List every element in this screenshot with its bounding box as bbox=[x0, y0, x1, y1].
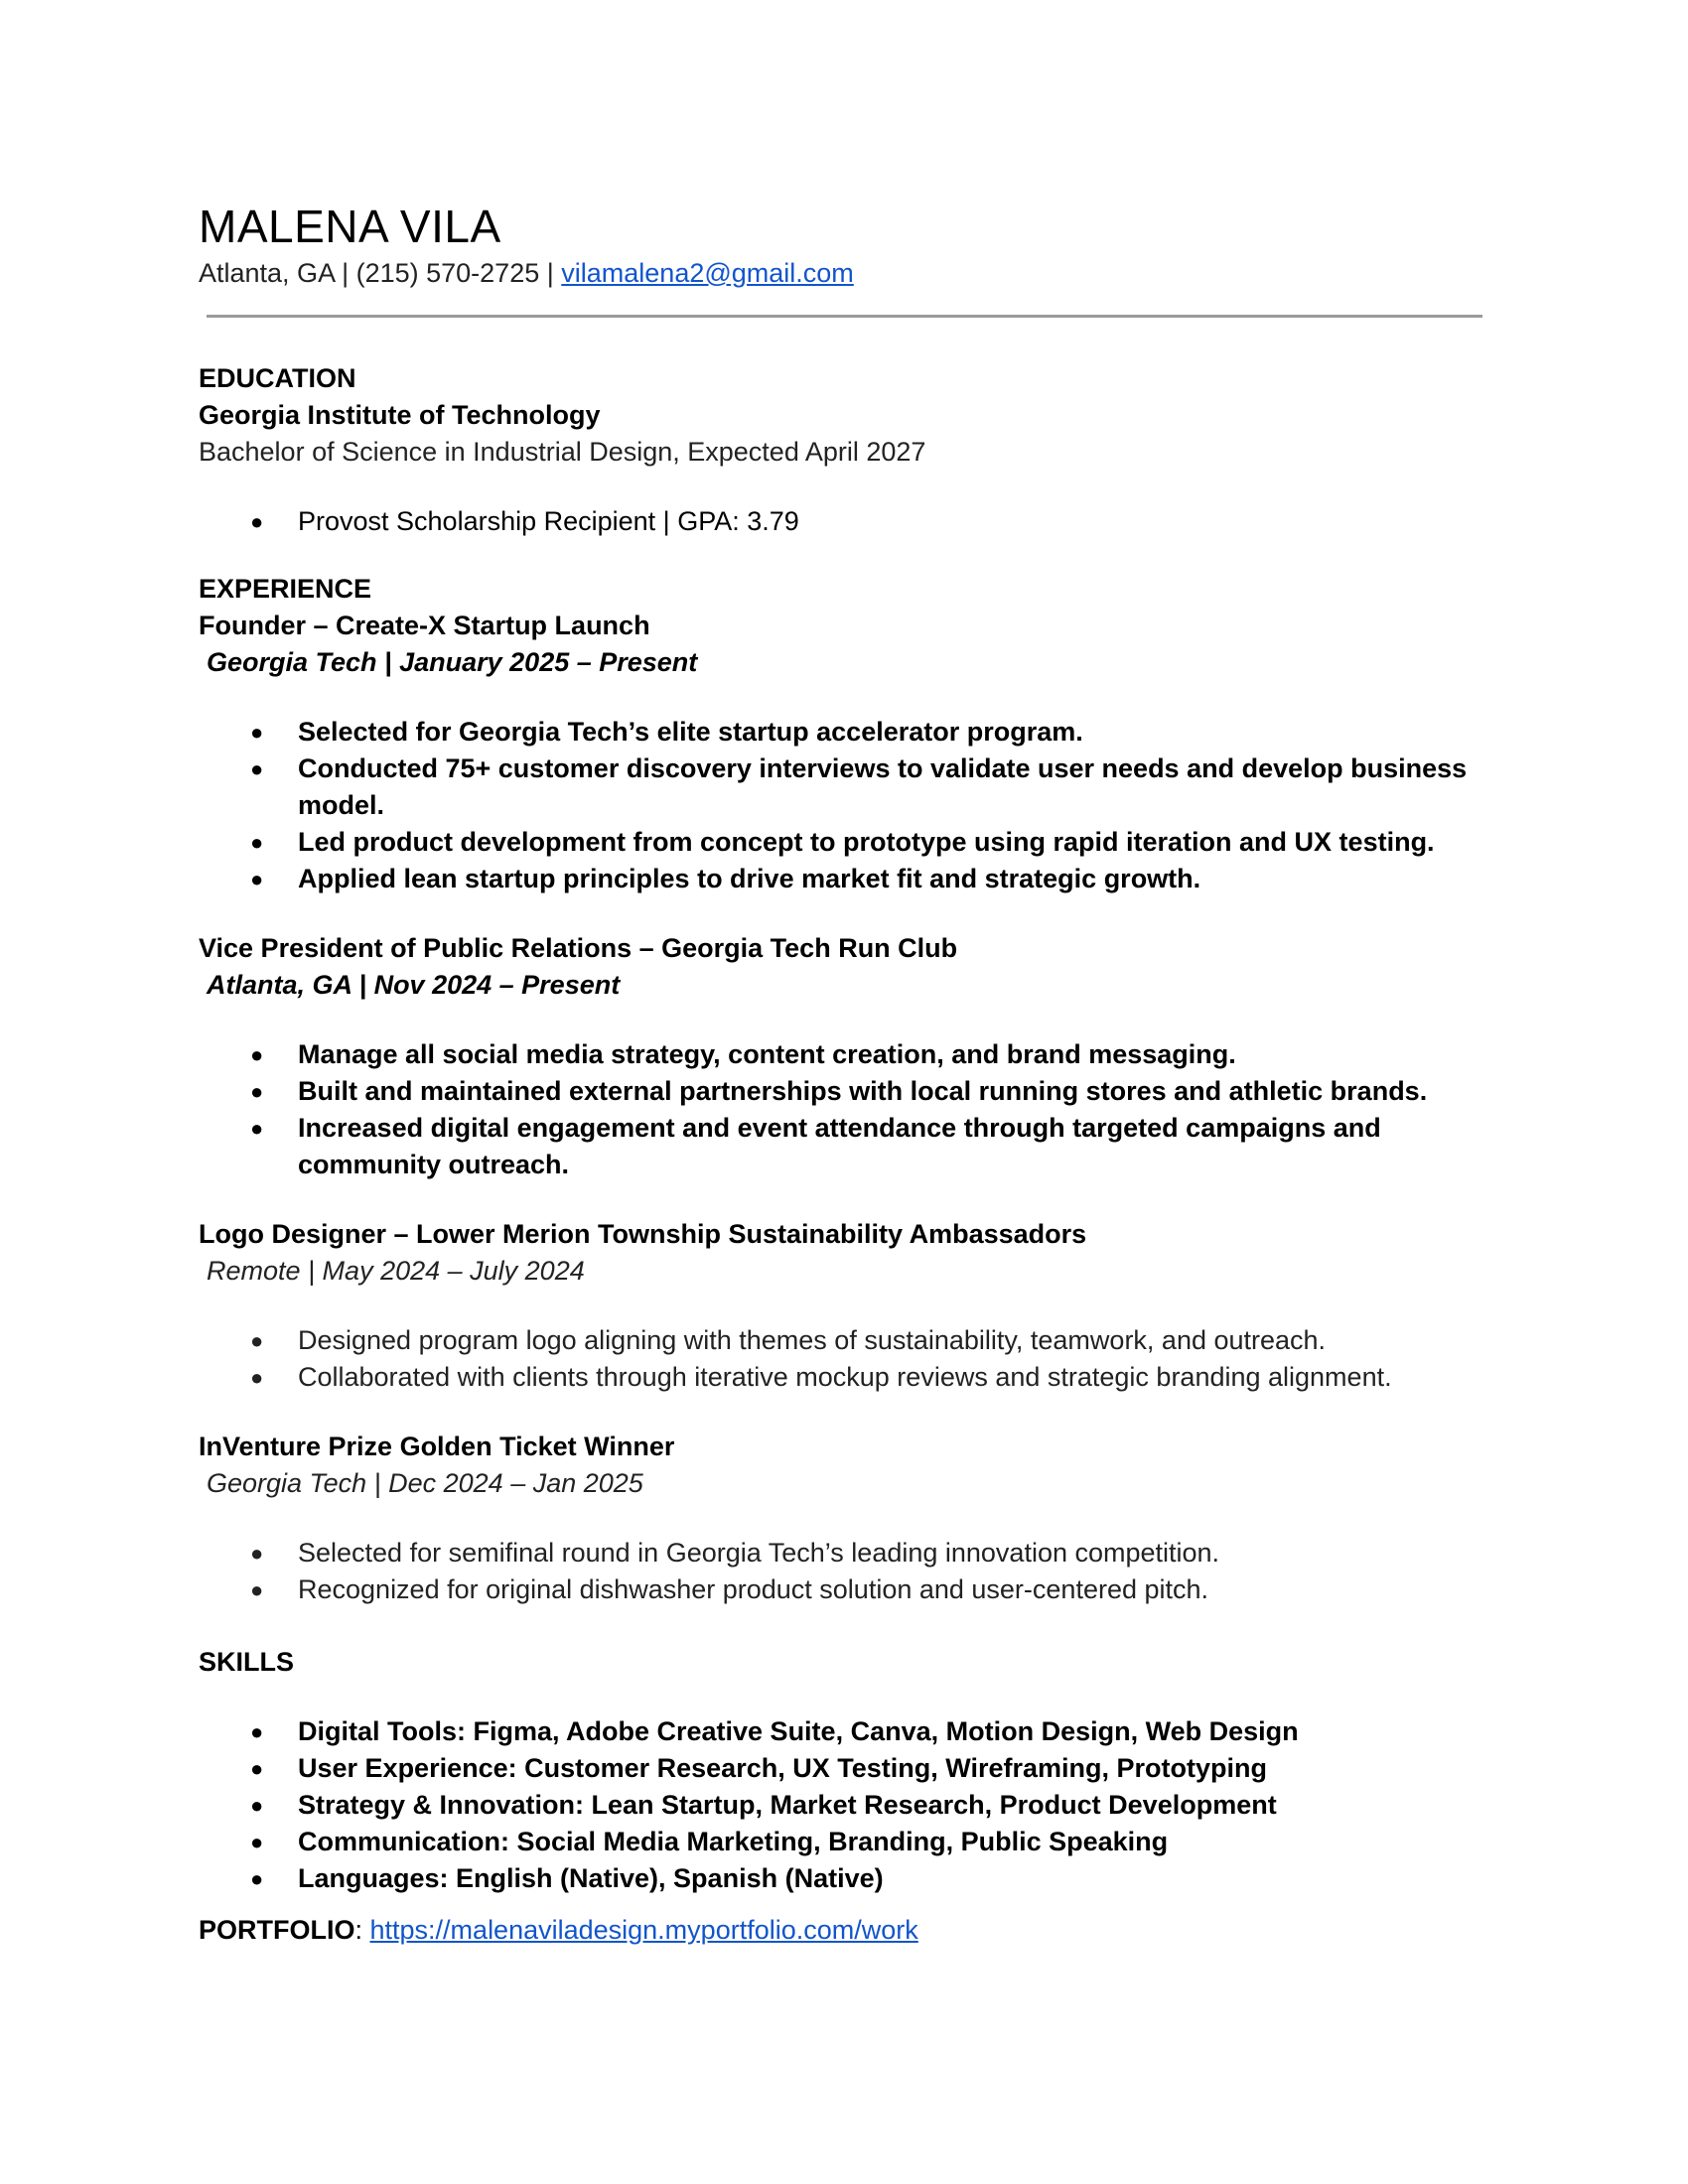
bullet-icon: ● bbox=[250, 1830, 264, 1854]
bullet-icon: ● bbox=[250, 1793, 264, 1818]
job-entry bbox=[199, 1429, 1509, 1608]
job-title: Vice President of Public Relations – Georgia Tech Run Club bbox=[199, 933, 958, 963]
list-item: ● Communication: Social Media Marketing, Branding, Public Speaking bbox=[199, 1824, 1509, 1860]
bullet-icon: ● bbox=[250, 1866, 264, 1891]
portfolio-line bbox=[199, 1912, 1509, 1949]
portfolio-separator: : bbox=[354, 1915, 370, 1945]
list-item: ● Applied lean startup principles to drive market fit and strategic growth. bbox=[199, 861, 1509, 897]
job-meta: Georgia Tech | Dec 2024 – Jan 2025 bbox=[207, 1468, 643, 1498]
bullet-icon: ● bbox=[250, 830, 264, 855]
education-heading: EDUCATION bbox=[199, 363, 356, 393]
job-entry bbox=[199, 1216, 1509, 1396]
experience-heading: EXPERIENCE bbox=[199, 574, 372, 604]
bullet-icon: ● bbox=[250, 1577, 264, 1602]
list-item: ● Manage all social media strategy, content creation, and brand messaging. bbox=[199, 1036, 1509, 1073]
school-name: Georgia Institute of Technology bbox=[199, 400, 601, 430]
bullet-icon: ● bbox=[250, 1541, 264, 1566]
list-item: ● Digital Tools: Figma, Adobe Creative Suite, Canva, Motion Design, Web Design bbox=[199, 1713, 1509, 1750]
bullet-icon: ● bbox=[250, 1079, 264, 1104]
portfolio-link[interactable]: https://malenaviladesign.myportfolio.com/work bbox=[369, 1915, 918, 1945]
job-title: Founder – Create-X Startup Launch bbox=[199, 611, 650, 640]
resume-page bbox=[199, 199, 1509, 1945]
list-item: ● Increased digital engagement and event attendance through targeted campaigns and community outreach. bbox=[199, 1110, 1509, 1183]
bullet-icon: ● bbox=[250, 1042, 264, 1067]
job-entry bbox=[199, 930, 1509, 1183]
list-item: ● Languages: English (Native), Spanish (Native) bbox=[199, 1860, 1509, 1897]
skills-heading: SKILLS bbox=[199, 1647, 295, 1677]
job-meta: Remote | May 2024 – July 2024 bbox=[207, 1256, 585, 1286]
bullet-icon: ● bbox=[250, 1719, 264, 1744]
list-item: ● Led product development from concept to prototype using rapid iteration and UX testing. bbox=[199, 824, 1509, 861]
list-item: ● User Experience: Customer Research, UX Testing, Wireframing, Prototyping bbox=[199, 1750, 1509, 1787]
bullet-icon: ● bbox=[250, 1116, 264, 1141]
list-item: ● Conducted 75+ customer discovery interviews to validate user needs and develop business model. bbox=[199, 751, 1509, 824]
list-item: ● Selected for Georgia Tech’s elite startup accelerator program. bbox=[199, 714, 1509, 751]
bullet-icon: ● bbox=[250, 1365, 264, 1390]
bullet-icon: ● bbox=[250, 1328, 264, 1353]
education-section bbox=[199, 360, 1509, 540]
list-item: ● Strategy & Innovation: Lean Startup, Market Research, Product Development bbox=[199, 1787, 1509, 1824]
list-item: ● Designed program logo aligning with themes of sustainability, teamwork, and outreach. bbox=[199, 1322, 1509, 1359]
job-meta: Atlanta, GA | Nov 2024 – Present bbox=[207, 970, 621, 1000]
experience-section bbox=[199, 571, 1509, 1608]
list-item: ● Provost Scholarship Recipient | GPA: 3.79 bbox=[199, 503, 1509, 540]
candidate-name: MALENA VILA bbox=[199, 201, 501, 252]
bullet-icon: ● bbox=[250, 720, 264, 745]
list-item: ● Collaborated with clients through iterative mockup reviews and strategic branding alignment. bbox=[199, 1359, 1509, 1396]
list-item: ● Selected for semifinal round in Georgia Tech’s leading innovation competition. bbox=[199, 1535, 1509, 1571]
bullet-icon: ● bbox=[250, 756, 264, 781]
bullet-icon: ● bbox=[250, 509, 264, 534]
job-title: InVenture Prize Golden Ticket Winner bbox=[199, 1432, 675, 1461]
bullet-icon: ● bbox=[250, 867, 264, 891]
contact-details: Atlanta, GA | (215) 570-2725 | bbox=[199, 258, 562, 288]
degree-line: Bachelor of Science in Industrial Design, Expected April 2027 bbox=[199, 437, 926, 467]
portfolio-label: PORTFOLIO bbox=[199, 1915, 355, 1945]
list-item: ● Recognized for original dishwasher product solution and user-centered pitch. bbox=[199, 1571, 1509, 1608]
header-divider bbox=[207, 315, 1482, 318]
list-item: ● Built and maintained external partnerships with local running stores and athletic brands. bbox=[199, 1073, 1509, 1110]
email-link[interactable]: vilamalena2@gmail.com bbox=[561, 258, 854, 288]
bullet-icon: ● bbox=[250, 1756, 264, 1781]
contact-line bbox=[199, 256, 1509, 290]
job-meta: Georgia Tech | January 2025 – Present bbox=[207, 647, 698, 677]
skills-section bbox=[199, 1644, 1509, 1897]
job-title: Logo Designer – Lower Merion Township Sustainability Ambassadors bbox=[199, 1219, 1087, 1249]
job-entry bbox=[199, 608, 1509, 897]
